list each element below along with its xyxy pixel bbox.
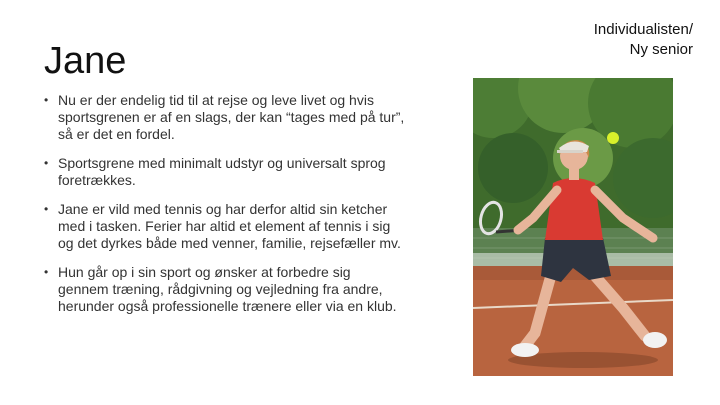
- bullet-item: [40, 264, 405, 315]
- persona-label-line1: Individualisten/: [593, 21, 693, 38]
- bullet-list: [40, 92, 405, 327]
- bullet-text: Hun går op i sin sport og ønsker at forbedre sig gennem træning, rådgivning og vejledning fra andre, herunder også professionelle trænere eller via en klub.: [58, 264, 397, 314]
- bullet-dot: •: [44, 265, 49, 279]
- persona-label: [594, 20, 693, 60]
- bullet-item: [40, 92, 405, 143]
- bullet-item: [40, 201, 405, 252]
- bullet-dot: •: [44, 93, 49, 107]
- bullet-text: Sportsgrene med minimalt udstyr og universalt sprog foretrækkes.: [58, 155, 386, 188]
- tennis-player-photo: [473, 78, 673, 376]
- bullet-dot: •: [44, 202, 49, 216]
- bullet-item: [40, 155, 405, 189]
- bullet-dot: •: [44, 156, 49, 170]
- slide-title: Jane: [44, 40, 127, 82]
- bullet-text: Jane er vild med tennis og har derfor altid sin ketcher med i tasken. Ferier har altid et element af tennis i sig og det dyrkes både med venner, familie, rejsefæller mv.: [58, 201, 401, 251]
- bullet-text: Nu er der endelig tid til at rejse og leve livet og hvis sportsgrenen er af en slags, der kan “tages med på tur”, så er det en fordel.: [58, 92, 405, 142]
- persona-label-line2: Ny senior: [629, 41, 693, 58]
